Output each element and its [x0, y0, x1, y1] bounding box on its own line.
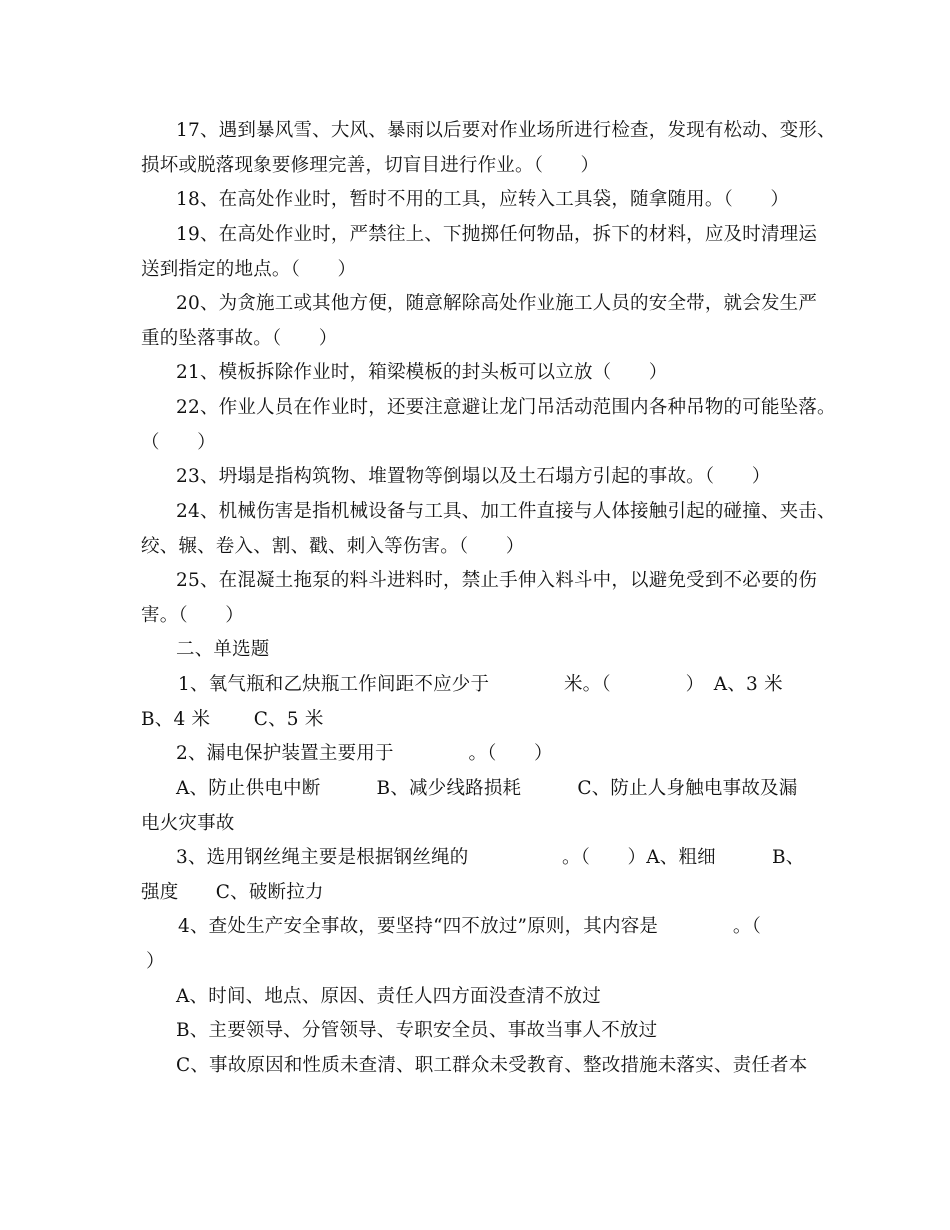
sq1-line-1: 1、氧气瓶和乙炔瓶工作间距不应少于 米。（ ） A、3 米: [178, 674, 783, 695]
sq4-line-1: 4、查处生产安全事故，要坚持“四不放过”原则，其内容是 。（: [178, 916, 762, 937]
q23-line-1: 23、坍塌是指构筑物、堆置物等倒塌以及土石塌方引起的事故。（ ）: [176, 466, 771, 487]
q25-line-1: 25、在混凝土拖泵的料斗进料时，禁止手伸入料斗中，以避免受到不必要的伤: [176, 570, 818, 591]
sq2-line-1: 2、漏电保护装置主要用于 。（ ）: [176, 743, 553, 764]
q24-line-2: 绞、辗、卷入、割、戳、刺入等伤害。（ ）: [141, 536, 525, 557]
sq1-line-2: B、4 米 C、5 米: [141, 709, 324, 730]
sq2-options-line-2: 电火灾事故: [141, 813, 235, 834]
q24-line-1: 24、机械伤害是指机械设备与工具、加工件直接与人体接触引起的碰撞、夹击、: [176, 501, 836, 522]
q22-line-1: 22、作业人员在作业时，还要注意避让龙门吊活动范围内各种吊物的可能坠落。: [176, 397, 836, 418]
sq4-option-c: C、事故原因和性质未查清、职工群众未受教育、整改措施未落实、责任者本: [176, 1055, 808, 1076]
q17-line-1: 17、遇到暴风雪、大风、暴雨以后要对作业场所进行检查，发现有松动、变形、: [176, 120, 836, 141]
sq4-option-b: B、主要领导、分管领导、专职安全员、事故当事人不放过: [176, 1020, 658, 1041]
q19-line-1: 19、在高处作业时，严禁往上、下抛掷任何物品，拆下的材料，应及时清理运: [176, 224, 818, 245]
q18-line-1: 18、在高处作业时，暂时不用的工具，应转入工具袋，随拿随用。（ ）: [176, 189, 790, 210]
q20-line-1: 20、为贪施工或其他方便，随意解除高处作业施工人员的安全带，就会发生严: [176, 293, 818, 314]
q20-line-2: 重的坠落事故。（ ）: [141, 328, 338, 349]
q22-line-2: （ ）: [141, 432, 216, 453]
q25-line-2: 害。（ ）: [141, 605, 244, 626]
q17-line-2: 损坏或脱落现象要修理完善，切盲目进行作业。（ ）: [141, 155, 600, 176]
sq3-line-1: 3、选用钢丝绳主要是根据钢丝绳的 。（ ）A、粗细 B、: [176, 847, 805, 868]
q21-line-1: 21、模板拆除作业时，箱梁模板的封头板可以立放（ ）: [176, 362, 668, 383]
sq3-line-2: 强度 C、破断拉力: [141, 882, 324, 903]
sq4-option-a: A、时间、地点、原因、责任人四方面没查清不放过: [176, 986, 601, 1007]
sq2-options-line-1: A、防止供电中断 B、减少线路损耗 C、防止人身触电事故及漏: [176, 778, 798, 799]
q19-line-2: 送到指定的地点。（ ）: [141, 259, 357, 280]
sq4-line-2: ）: [146, 951, 165, 972]
section-heading: 二、单选题: [176, 639, 270, 660]
